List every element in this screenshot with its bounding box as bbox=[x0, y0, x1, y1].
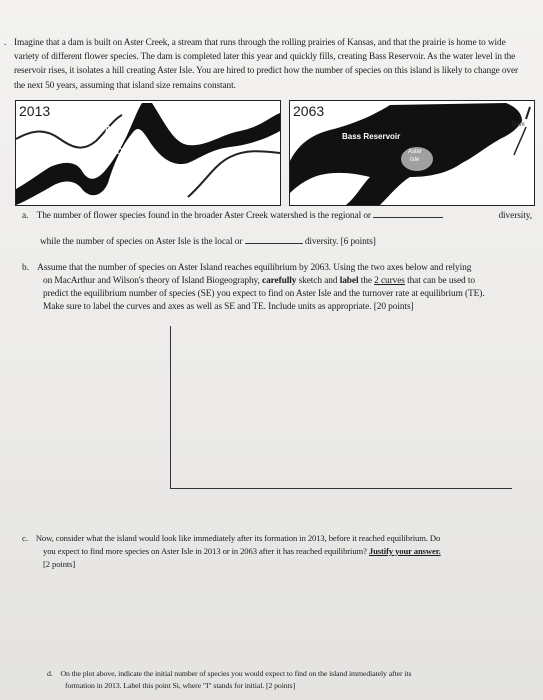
question-a-text-1: The number of flower species found in the broader Aster Creek watershed is the regional or bbox=[36, 211, 371, 221]
question-b bbox=[22, 262, 534, 276]
question-d-line-2: formation in 2013. Label this point Si, where "I" stands for initial. [2 points] bbox=[65, 681, 296, 690]
year-2013-label: 2013 bbox=[19, 103, 51, 119]
regional-diversity-blank[interactable] bbox=[373, 217, 443, 218]
question-c-line-1: Now, consider what the island would look like immediately after its formation in 2013, before it reached equilibrium. Do bbox=[35, 533, 441, 543]
question-b-line-3: predict the equilibrium number of species (SE) you expect to find on Aster Isle and the turnover rate at equilibrium (TE). bbox=[43, 289, 485, 299]
intro-bullet: . bbox=[4, 38, 7, 48]
question-c: c. Now, consider what the island would look like immediately after its formation in 2013, before it reached equilibrium. Do bbox=[22, 533, 441, 543]
creek-map-2013 bbox=[16, 101, 280, 205]
question-a-line-2 bbox=[40, 236, 520, 250]
question-a-letter: a. bbox=[22, 211, 29, 221]
blank-sketch-axes[interactable] bbox=[170, 326, 512, 489]
question-b-line-4: Make sure to label the curves and axes as well as SE and TE. Include units as appropriate. [20 points] bbox=[43, 302, 414, 312]
question-a-text-1-end: diversity, bbox=[498, 211, 532, 221]
question-d-line-1: On the plot above, indicate the initial number of species you would expect to find on the island immediately after its bbox=[60, 669, 412, 678]
question-a-text-2: while the number of species on Aster Isle is the local or bbox=[40, 237, 243, 247]
question-a bbox=[22, 210, 532, 224]
figure-2013-panel bbox=[15, 100, 281, 206]
aster-isle-label: Aster Isle bbox=[408, 149, 423, 163]
intro-text: Imagine that a dam is built on Aster Creek, a stream that runs through the rolling prairies of Kansas, and that the prairie is home to wide variety of different flower species. The dam is completed later this year and quickly fills, creating Bass Reservoir. As the water level in the reservoir rises, it isolates a hill creating Aster Isle. You are hired to predict how the number of species on this island is likely to change over the next 50 years, assuming that island size remains constant. bbox=[14, 38, 518, 91]
question-a-text-2-end: diversity. [6 points] bbox=[304, 237, 376, 247]
dam-label: Dam bbox=[512, 122, 525, 128]
aster-creek-label: Aster Creek bbox=[101, 123, 134, 173]
year-2063-label: 2063 bbox=[293, 103, 325, 119]
question-b-line-2: on MacArthur and Wilson's theory of Island Biogeography, carefully sketch and label the 2 curves that can be used to bbox=[43, 276, 475, 286]
question-b-line-1: Assume that the number of species on Aster Island reaches equilibrium by 2063. Using the two axes below and relying bbox=[37, 263, 472, 273]
bass-reservoir-label: Bass Reservoir bbox=[342, 132, 401, 141]
local-diversity-blank[interactable] bbox=[245, 243, 303, 244]
question-c-line-2: you expect to find more species on Aster Isle in 2013 or in 2063 after it has reached equilibrium? Justify your answer. bbox=[43, 546, 441, 556]
question-d: d. On the plot above, indicate the initial number of species you would expect to find on the island immediately after its bbox=[47, 669, 412, 678]
question-b-letter: b. bbox=[22, 263, 29, 273]
intro-paragraph bbox=[4, 36, 529, 93]
question-c-line-3: [2 points] bbox=[43, 559, 76, 569]
figure-2063-panel bbox=[289, 100, 535, 206]
